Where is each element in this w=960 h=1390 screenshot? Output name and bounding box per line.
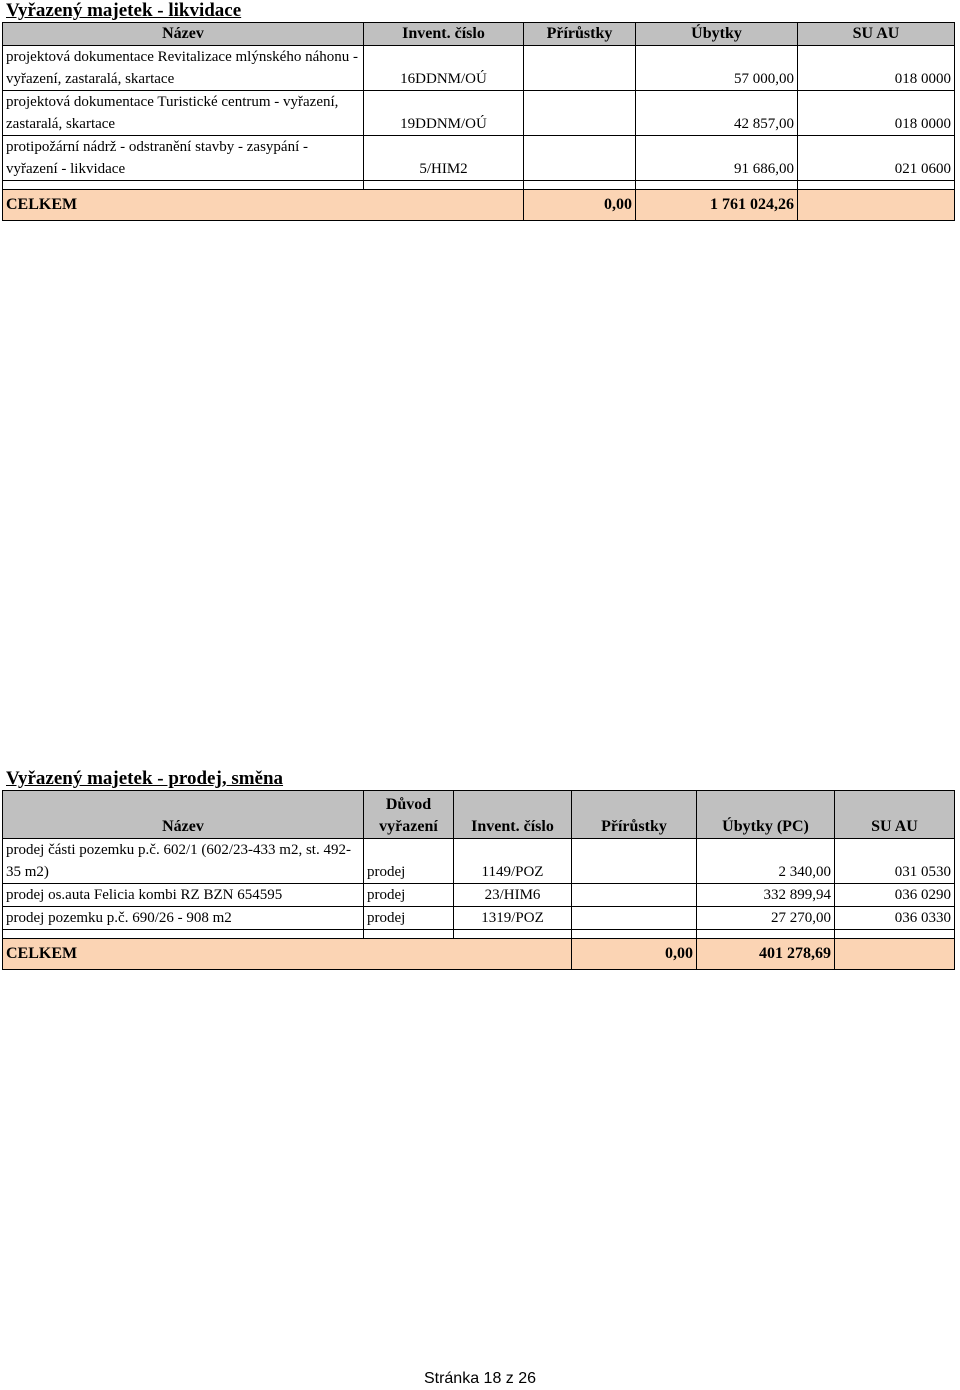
col2-ubytky: Úbytky (PC) — [697, 791, 835, 839]
disposals-value: 57 000,00 — [636, 46, 798, 91]
col-name: Název — [3, 23, 364, 46]
total-label: CELKEM — [3, 190, 524, 221]
table-row — [3, 136, 955, 181]
item-name: protipožární nádrž - odstranění stavby - zasypání - vyřazení - likvidace — [3, 136, 364, 181]
disposals-value: 42 857,00 — [636, 91, 798, 136]
account-code: 018 0000 — [798, 46, 955, 91]
col-inv: Invent. číslo — [364, 23, 524, 46]
likvidace-table — [2, 22, 955, 221]
table-row — [3, 907, 955, 930]
account-code: 021 0600 — [798, 136, 955, 181]
additions-value — [572, 907, 697, 930]
inventory-number: 5/HIM2 — [364, 136, 524, 181]
disposal-reason: prodej — [364, 907, 454, 930]
inventory-number: 1149/POZ — [454, 839, 572, 884]
total-ubytky: 1 761 024,26 — [636, 190, 798, 221]
disposal-reason: prodej — [364, 884, 454, 907]
table-row — [3, 46, 955, 91]
additions-value — [524, 91, 636, 136]
total2-label: CELKEM — [3, 939, 572, 970]
total2-ubytky: 401 278,69 — [697, 939, 835, 970]
col2-name: Název — [3, 791, 364, 839]
additions-value — [524, 136, 636, 181]
account-code: 031 0530 — [835, 839, 955, 884]
table-row — [3, 91, 955, 136]
section2-title: Vyřazený majetek - prodej, směna — [6, 768, 284, 789]
section1-title: Vyřazený majetek - likvidace — [6, 0, 242, 21]
total-prir: 0,00 — [524, 190, 636, 221]
col2-suau: SU AU — [835, 791, 955, 839]
item-name: projektová dokumentace Turistické centrum - vyřazení, zastaralá, skartace — [3, 91, 364, 136]
disposals-value: 2 340,00 — [697, 839, 835, 884]
disposals-value: 332 899,94 — [697, 884, 835, 907]
table-row — [3, 884, 955, 907]
inventory-number: 16DDNM/OÚ — [364, 46, 524, 91]
disposals-value: 91 686,00 — [636, 136, 798, 181]
account-code: 036 0330 — [835, 907, 955, 930]
total-row — [3, 190, 955, 221]
col-prir: Přírůstky — [524, 23, 636, 46]
additions-value — [524, 46, 636, 91]
disposals-value: 27 270,00 — [697, 907, 835, 930]
item-name: prodej části pozemku p.č. 602/1 (602/23-433 m2, st. 492-35 m2) — [3, 839, 364, 884]
item-name: prodej pozemku p.č. 690/26 - 908 m2 — [3, 907, 364, 930]
item-name: projektová dokumentace Revitalizace mlýnského náhonu - vyřazení, zastaralá, skartace — [3, 46, 364, 91]
col2-prir: Přírůstky — [572, 791, 697, 839]
total-row-2 — [3, 939, 955, 970]
disposal-reason: prodej — [364, 839, 454, 884]
item-name: prodej os.auta Felicia kombi RZ BZN 654595 — [3, 884, 364, 907]
account-code: 036 0290 — [835, 884, 955, 907]
col-suau: SU AU — [798, 23, 955, 46]
inventory-number: 19DDNM/OÚ — [364, 91, 524, 136]
account-code: 018 0000 — [798, 91, 955, 136]
col2-inv: Invent. číslo — [454, 791, 572, 839]
table-row — [3, 839, 955, 884]
prodej-table — [2, 790, 955, 970]
additions-value — [572, 839, 697, 884]
col2-duvod: Důvod vyřazení — [364, 791, 454, 839]
col-ubytky: Úbytky — [636, 23, 798, 46]
page-footer: Stránka 18 z 26 — [423, 1370, 537, 1387]
additions-value — [572, 884, 697, 907]
total2-prir: 0,00 — [572, 939, 697, 970]
inventory-number: 23/HIM6 — [454, 884, 572, 907]
inventory-number: 1319/POZ — [454, 907, 572, 930]
